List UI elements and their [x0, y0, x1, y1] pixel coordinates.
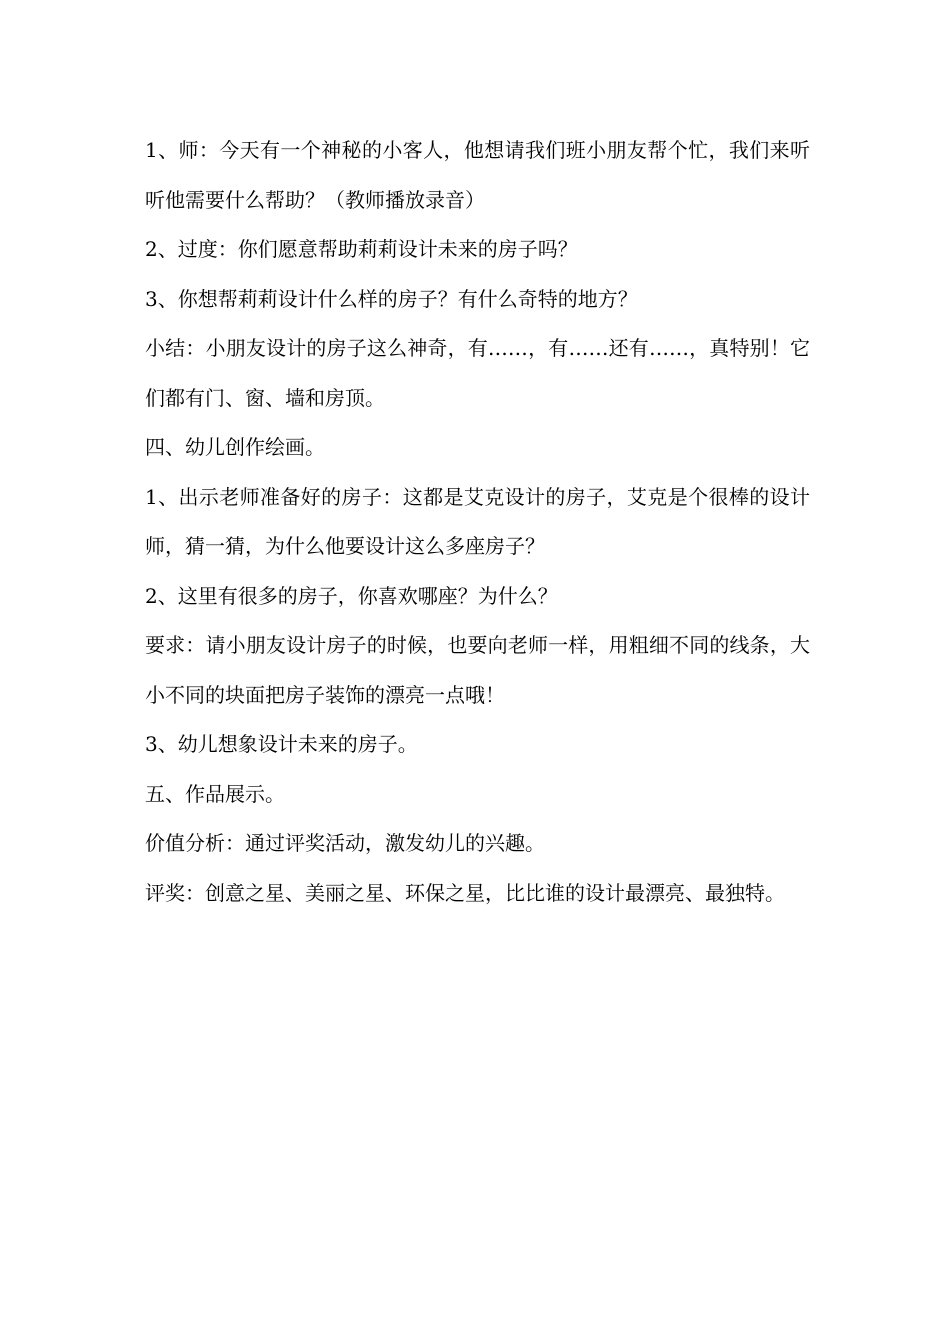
- paragraph-summary: 小结：小朋友设计的房子这么神奇，有……，有……还有……，真特别！它们都有门、窗、墙和房顶。: [145, 336, 810, 410]
- paragraph-awards: 评奖：创意之星、美丽之星、环保之星，比比谁的设计最漂亮、最独特。: [145, 880, 785, 905]
- paragraph-step-1-intro: 1、师：今天有一个神秘的小客人，他想请我们班小朋友帮个忙，我们来听听他需要什么帮助？（教师播放录音）: [145, 138, 810, 212]
- paragraph-step-2-transition: 2、过度：你们愿意帮助莉莉设计未来的房子吗？: [145, 237, 578, 261]
- document-body: [145, 126, 810, 918]
- paragraph-value-analysis: 价值分析：通过评奖活动，激发幼儿的兴趣。: [145, 831, 545, 855]
- paragraph-section4-step-1: 1、出示老师准备好的房子：这都是艾克设计的房子，艾克是个很棒的设计师，猜一猜，为什么他要设计这么多座房子？: [145, 484, 810, 558]
- paragraph-section4-step-2: 2、这里有很多的房子，你喜欢哪座？为什么？: [145, 583, 558, 608]
- section-heading-5: 五、作品展示。: [145, 781, 285, 806]
- paragraph-step-3-question: 3、你想帮莉莉设计什么样的房子？有什么奇特的地方？: [145, 286, 638, 311]
- section-heading-4: 四、幼儿创作绘画。: [145, 435, 325, 459]
- paragraph-requirement: 要求：请小朋友设计房子的时候，也要向老师一样，用粗细不同的线条，大小不同的块面把房子装饰的漂亮一点哦！: [145, 633, 810, 707]
- paragraph-section4-step-3: 3、幼儿想象设计未来的房子。: [145, 732, 418, 756]
